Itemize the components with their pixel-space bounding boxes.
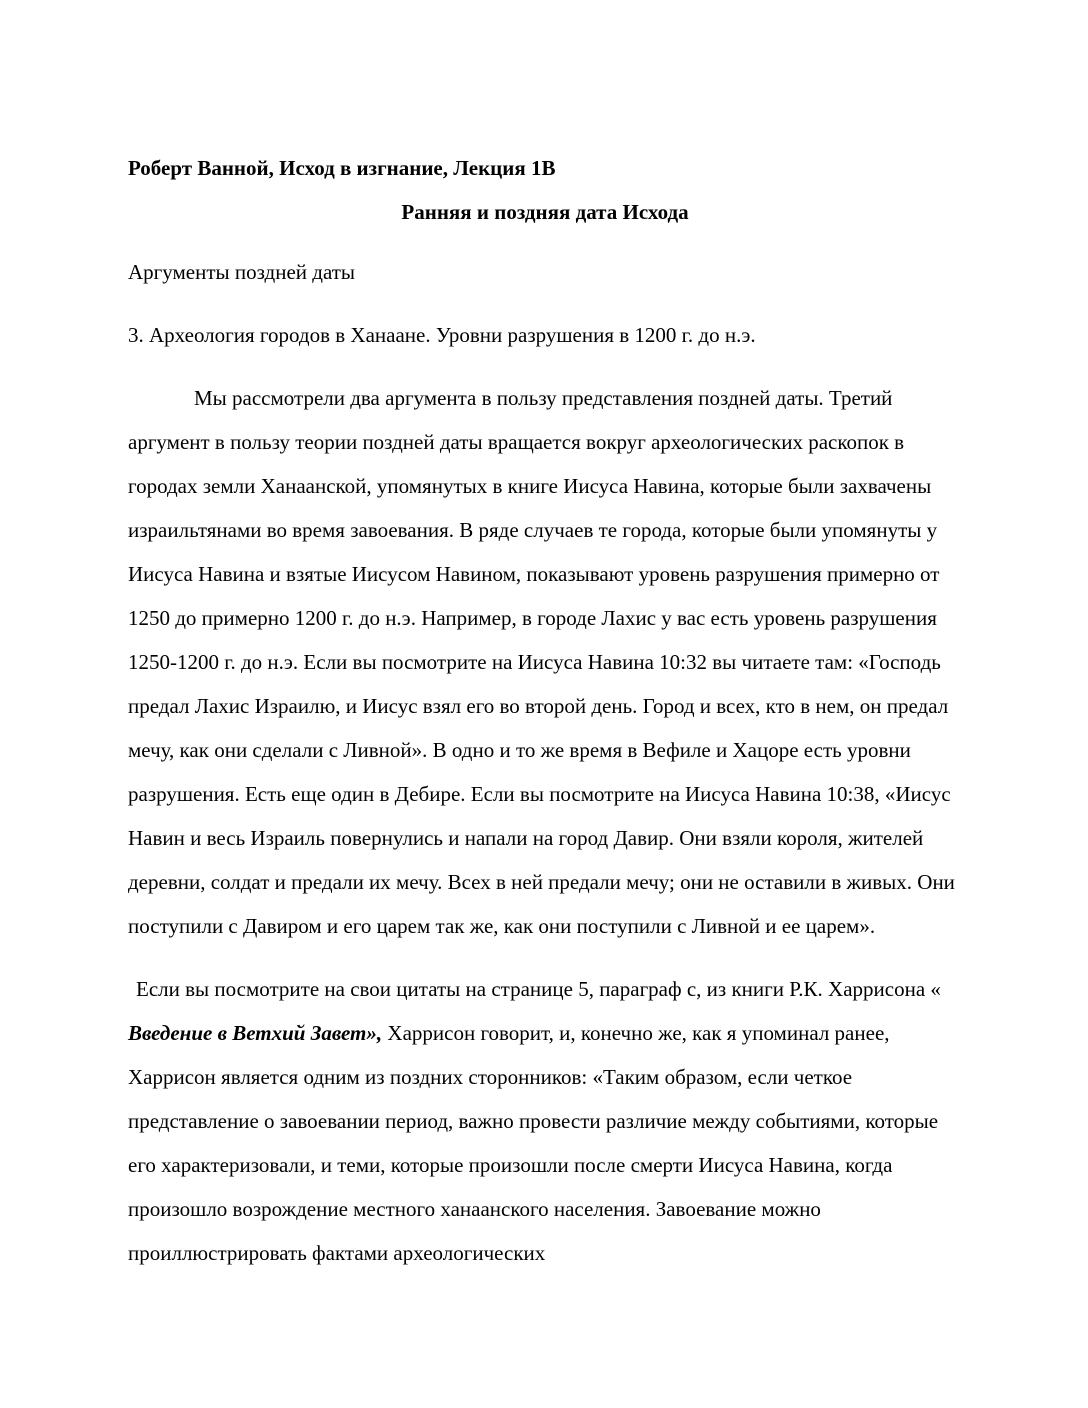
paragraph-archaeology-body: Мы рассмотрели два аргумента в пользу представления поздней даты. Третий аргумент в пользу теории поздней даты вращается вокруг археологических раскопок в городах земли Ханаанской, упомянутых в книге Иисуса Навина, которые были захвачены израильтянами во время завоевания. В ряде случаев те города, которые были упомянуты у Иисуса Навина и взятые Иисусом Навином, показывают уровень разрушения примерно от 1250 до примерно 1200 г. до н.э. Например, в городе Лахис у вас есть уровень разрушения 1250-1200 г. до н.э. Если вы посмотрите на Иисуса Навина 10:32 вы читаете там: «Господь предал Лахис Израилю, и Иисус взял его во второй день. Город и всех, кто в нем, он предал мечу, как они сделали с Ливной». В одно и то же время в Вефиле и Хацоре есть уровни разрушения. Есть еще один в Дебире. Если вы посмотрите на Иисуса Навина 10:38, «Иисус Навин и весь Израиль повернулись и напали на город Давир. Они взяли короля, жителей деревни, солдат и предали их мечу. Всех в ней предали мечу; они не оставили в живых. Они поступили с Давиром и его царем так же, как они поступили с Ливной и ее царем». bbox=[128, 386, 955, 938]
text-run-after-book-title: Харрисон говорит, и, конечно же, как я упоминал ранее, Харрисон является одним из поздних сторонников: «Таким образом, если четкое представление о завоевании период, важно провести различие между событиями, которые его характеризовали, и теми, которые произошли после смерти Иисуса Навина, когда произошло возрождение местного ханаанского населения. Завоевание можно проиллюстрировать фактами археологических bbox=[128, 1021, 939, 1265]
book-title-emphasis: Введение в Ветхий Завет», bbox=[128, 1021, 383, 1045]
document-title: Роберт Ванной, Исход в изгнание, Лекция 1B bbox=[128, 156, 556, 180]
paragraph-harrison-quote bbox=[128, 967, 962, 1275]
text-run-before-book-title: Если вы посмотрите на свои цитаты на странице 5, параграф c, из книги Р.К. Харрисона « bbox=[136, 977, 941, 1001]
heading-late-date-arguments: Аргументы поздней даты bbox=[128, 260, 356, 284]
heading-point-3-archaeology: 3. Археология городов в Ханаане. Уровни разрушения в 1200 г. до н.э. bbox=[128, 323, 756, 347]
document-subtitle: Ранняя и поздняя дата Исхода bbox=[401, 200, 689, 224]
